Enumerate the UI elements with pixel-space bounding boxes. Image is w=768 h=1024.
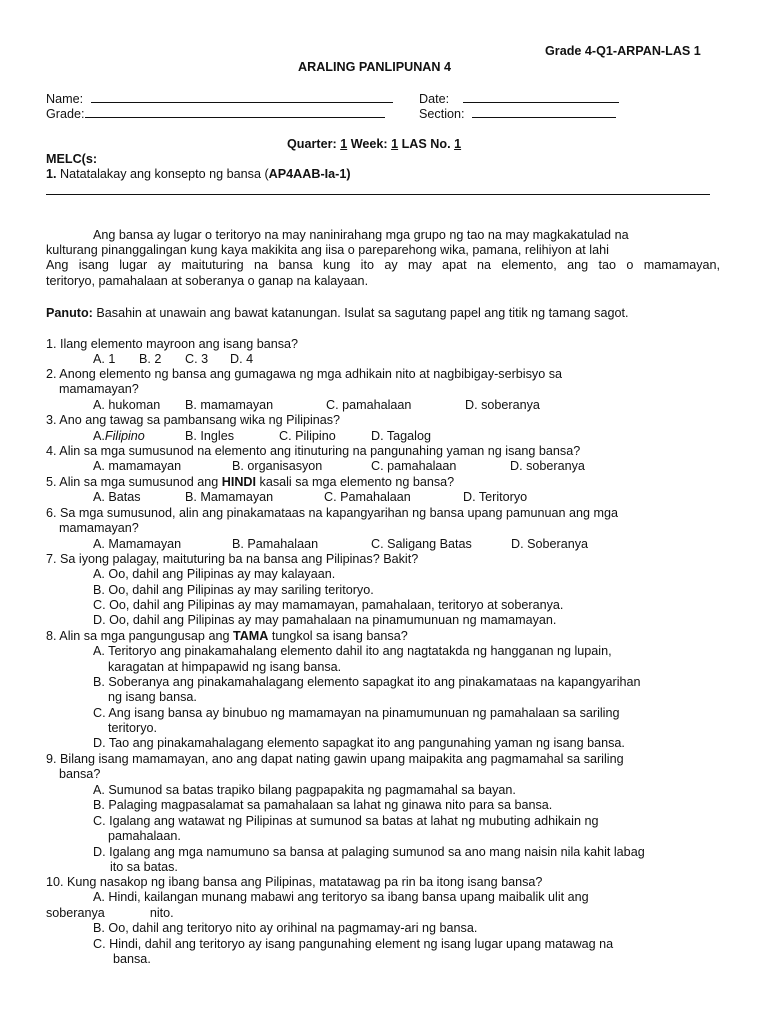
option: B. Pamahalaan — [232, 537, 319, 551]
question-2-options — [93, 398, 540, 413]
question-5-text: 5. Alin sa mga sumusunod ang — [46, 475, 222, 489]
question-3: 3. Ano ang tawag sa pambansang wika ng Pilipinas? — [46, 413, 341, 427]
question-1-options — [93, 352, 253, 367]
option — [93, 429, 185, 444]
option: D. Oo, dahil ang Pilipinas ay may pamahalaan na pinamumunuan ng mamamayan. — [93, 613, 557, 627]
option-letter: A. — [93, 429, 105, 443]
section-blank — [472, 106, 616, 118]
question-2-cont: mamamayan? — [59, 382, 139, 396]
question-4-options — [93, 459, 585, 474]
option: B. Oo, dahil ang Pilipinas ay may sariling teritoryo. — [93, 583, 374, 597]
instructions — [46, 306, 629, 321]
option-cont-word: soberanya — [46, 906, 105, 920]
date-label: Date: — [419, 92, 450, 106]
option-cont: teritoryo. — [108, 721, 157, 735]
las-label: LAS No. — [401, 137, 451, 151]
question-3-options — [93, 429, 431, 444]
option: D. Teritoryo — [463, 490, 528, 504]
document-code: Grade 4-Q1-ARPAN-LAS 1 — [545, 44, 701, 58]
section-divider — [46, 194, 710, 195]
question-10: 10. Kung nasakop ng ibang bansa ang Pilipinas, matatawag pa rin ba itong isang bansa? — [46, 875, 543, 889]
melc-label: MELC(s: — [46, 152, 98, 166]
intro-line-2: kulturang pinanggalingan kung kaya makikita ang iisa o pareparehong wika, pamana, relihiyon at lahi — [46, 243, 609, 257]
option: C. Pamahalaan — [324, 490, 411, 504]
grade-field — [46, 106, 385, 122]
name-label: Name: — [46, 92, 84, 106]
option: D. soberanya — [465, 398, 540, 412]
instructions-label: Panuto: — [46, 306, 93, 320]
question-9-cont: bansa? — [59, 767, 101, 781]
question-4: 4. Alin sa mga sumusunod na elemento ang itinuturing na pangunahing yaman ng isang bansa? — [46, 444, 581, 458]
option-cont — [46, 906, 174, 921]
question-1: 1. Ilang elemento mayroon ang isang bansa? — [46, 337, 299, 351]
option: B. organisasyon — [232, 459, 323, 473]
intro-line-1: Ang bansa ay lugar o teritoryo na may naninirahang mga grupo ng tao na may magkakatulad na — [93, 228, 629, 242]
intro-line-4: teritoryo, pamahalaan at soberanya o ganap na kalayaan. — [46, 274, 369, 288]
option: B. Palaging magpasalamat sa pamahalaan sa lahat ng ginawa nito para sa bansa. — [93, 798, 553, 812]
week-value: 1 — [391, 137, 399, 151]
option-cont: pamahalaan. — [108, 829, 181, 843]
option: C. Ang isang bansa ay binubuo ng mamamayan na pinamumunuan ng pamahalaan sa sariling — [93, 706, 620, 720]
option: A. Batas — [93, 490, 141, 504]
option-cont: ng isang bansa. — [108, 690, 197, 704]
option: D. 4 — [230, 352, 254, 366]
question-9: 9. Bilang isang mamamayan, ano ang dapat nating gawin upang maipakita ang pagmamahal sa sariling — [46, 752, 624, 766]
option: D. Tagalog — [371, 429, 431, 443]
quarter-value: 1 — [340, 137, 348, 151]
option-word: Filipino — [104, 429, 145, 443]
option: A. Oo, dahil ang Pilipinas ay may kalayaan. — [93, 567, 336, 581]
option: B. mamamayan — [185, 398, 274, 412]
question-8-text: 8. Alin sa mga pangungusap ang — [46, 629, 233, 643]
melc-item — [46, 167, 351, 182]
question-5-emphasis: HINDI — [221, 475, 257, 489]
option: C. pamahalaan — [326, 398, 412, 412]
question-8-text-end: tungkol sa isang bansa? — [268, 629, 408, 643]
option: A. Sumunod sa batas trapiko bilang pagpapakita ng pagmamahal sa bayan. — [93, 783, 516, 797]
grade-blank — [85, 106, 385, 118]
option: B. 2 — [139, 352, 162, 366]
option-cont: karagatan at himpapawid ng isang bansa. — [108, 660, 342, 674]
option: A. Mamamayan — [93, 537, 182, 551]
option: C. Pilipino — [279, 429, 336, 443]
option: B. Soberanya ang pinakamahalagang elemento sapagkat ito ang pinakamataas na kapangyarihan — [93, 675, 641, 689]
option: C. pamahalaan — [371, 459, 457, 473]
instructions-text: Basahin at unawain ang bawat katanungan. Isulat sa sagutang papel ang titik ng tamang sagot. — [92, 306, 629, 320]
quarter-label: Quarter: — [287, 137, 337, 151]
date-field — [419, 91, 619, 107]
option: C. Hindi, dahil ang teritoryo ay isang pangunahing element ng isang lugar upang matawag na — [93, 937, 614, 951]
question-6-options — [93, 537, 588, 552]
quarter-week-las — [287, 137, 461, 152]
week-label: Week: — [350, 137, 388, 151]
option: D. Igalang ang mga namumuno sa bansa at palaging sumunod sa ano mang naisin nila kahit labag — [93, 845, 645, 859]
option: D. Soberanya — [511, 537, 589, 551]
option: A. hukoman — [93, 398, 161, 412]
option: A. 1 — [93, 352, 116, 366]
option: D. Tao ang pinakamahalagang elemento sapagkat ito ang pangunahing yaman ng isang bansa. — [93, 736, 625, 750]
option-cont-word: nito. — [149, 906, 174, 920]
grade-label: Grade: — [46, 107, 85, 121]
question-8-emphasis: TAMA — [232, 629, 269, 643]
option: D. soberanya — [510, 459, 585, 473]
question-8 — [46, 629, 408, 644]
question-2: 2. Anong elemento ng bansa ang gumagawa ng mga adhikain nito at nagbibigay-serbisyo sa — [46, 367, 562, 381]
option-cont: bansa. — [113, 952, 151, 966]
question-5-options — [93, 490, 527, 505]
melc-item-number: 1. — [46, 167, 57, 181]
melc-code: AP4AAB-Ia-1) — [268, 167, 351, 181]
name-field — [46, 91, 393, 107]
question-6: 6. Sa mga sumusunod, alin ang pinakamataas na kapangyarihan ng bansa upang pamunuan ang mga — [46, 506, 619, 520]
option: C. Oo, dahil ang Pilipinas ay may mamamayan, pamahalaan, teritoryo at soberanya. — [93, 598, 564, 612]
name-blank — [91, 91, 393, 103]
question-6-cont: mamamayan? — [59, 521, 139, 535]
option: A. mamamayan — [93, 459, 182, 473]
option: C. Igalang ang watawat ng Pilipinas at sumunod sa batas at lahat ng mubuting adhikain ng — [93, 814, 599, 828]
option: C. 3 — [185, 352, 209, 366]
option: A. Hindi, kailangan munang mabawi ang teritoryo sa ibang bansa upang maibalik ulit ang — [93, 890, 589, 904]
date-blank — [463, 91, 619, 103]
option: B. Oo, dahil ang teritoryo nito ay orihinal na pagmamay-ari ng bansa. — [93, 921, 478, 935]
question-5 — [46, 475, 454, 490]
option-cont: ito sa batas. — [110, 860, 178, 874]
question-7: 7. Sa iyong palagay, maituturing ba na bansa ang Pilipinas? Bakit? — [46, 552, 419, 566]
section-field — [419, 106, 616, 122]
option: C. Saligang Batas — [371, 537, 472, 551]
option: B. Mamamayan — [185, 490, 274, 504]
question-5-text-end: kasali sa mga elemento ng bansa? — [256, 475, 455, 489]
section-label: Section: — [419, 107, 465, 121]
las-value: 1 — [454, 137, 462, 151]
option: B. Ingles — [185, 429, 235, 443]
melc-text: Natatalakay ang konsepto ng bansa ( — [60, 167, 269, 181]
document-title: ARALING PANLIPUNAN 4 — [298, 60, 451, 74]
option: A. Teritoryo ang pinakamahalang elemento dahil ito ang nagtatakda ng hangganan ng lupain, — [93, 644, 612, 658]
intro-line-3: Ang isang lugar ay maituturing na bansa kung ito ay may apat na elemento, ang tao o mamamayan, — [46, 258, 720, 272]
